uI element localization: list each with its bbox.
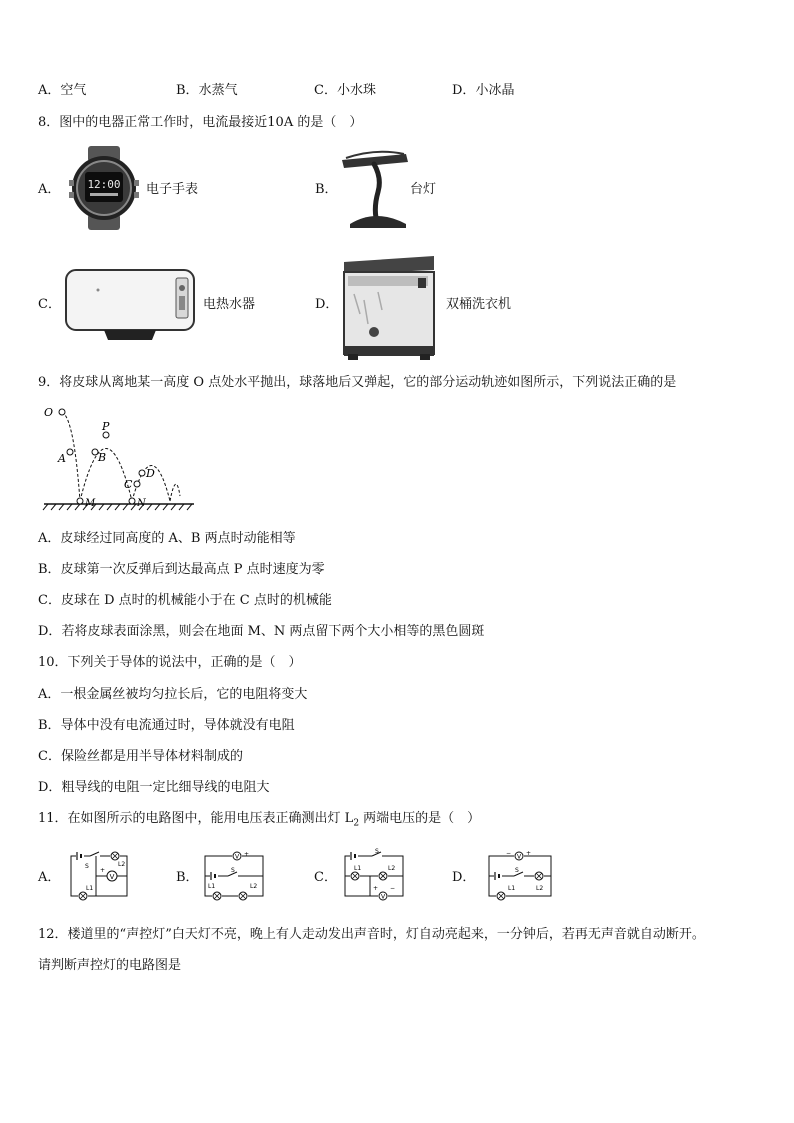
svg-text:S: S — [515, 867, 519, 874]
label-p: P — [102, 420, 110, 433]
q12-stem-line2: 请判断声控灯的电路图是 — [38, 958, 182, 973]
svg-text:+: + — [373, 885, 379, 892]
svg-text:L2: L2 — [536, 885, 544, 892]
watch-display: 12:00 — [87, 178, 121, 191]
q11-option-a-letter: A． — [38, 870, 61, 885]
electric-water-heater-icon — [64, 268, 196, 342]
svg-text:S: S — [231, 867, 235, 874]
label-m: M — [85, 498, 96, 509]
q8-option-d-label: 双桶洗衣机 — [446, 297, 512, 312]
svg-text:L1: L1 — [208, 883, 216, 890]
q8-option-d-letter: D． — [315, 297, 339, 312]
q9-option-c: C．皮球在 D 点时的机械能小于在 C 点时的机械能 — [38, 593, 332, 608]
twin-tub-washer-icon — [338, 254, 440, 362]
q10-option-c: C．保险丝都是用半导体材料制成的 — [38, 749, 243, 764]
svg-text:V: V — [234, 853, 240, 861]
svg-text:S: S — [375, 848, 379, 855]
svg-text:L2: L2 — [388, 865, 396, 872]
q8-option-b-letter: B． — [315, 182, 338, 197]
q11-option-c-letter: C． — [314, 870, 337, 885]
circuit-c-diagram — [342, 850, 408, 904]
svg-text:−: − — [506, 850, 512, 857]
q8-option-a-letter: A． — [38, 182, 61, 197]
label-c: C — [124, 478, 133, 491]
q8-option-b-label: 台灯 — [410, 182, 437, 197]
q9-option-a: A．皮球经过同高度的 A、B 两点时动能相等 — [38, 531, 296, 546]
label-n: N — [137, 498, 146, 509]
circuit-d-diagram — [486, 850, 556, 902]
label-o: O — [44, 406, 54, 419]
q11-option-b-letter: B． — [176, 870, 199, 885]
desk-lamp-icon — [336, 148, 412, 230]
q7-option-c: C．小水珠 — [314, 83, 376, 98]
q8-stem: 8．图中的电器正常工作时，电流最接近10A 的是（ ） — [38, 115, 363, 130]
svg-text:−: − — [390, 885, 396, 892]
svg-text:+: + — [100, 867, 106, 874]
q8-option-c-label: 电热水器 — [203, 297, 256, 312]
q12-stem-line1: 12．楼道里的“声控灯”白天灯不亮，晚上有人走动发出声音时，灯自动亮起来，一分钟后，若再无声音就自动断开。 — [38, 927, 705, 942]
q7-option-d: D．小冰晶 — [452, 83, 515, 98]
q7-option-b: B．水蒸气 — [176, 83, 238, 98]
svg-text:S: S — [85, 863, 89, 870]
q8-option-a-label: 电子手表 — [146, 182, 199, 197]
q10-option-b: B．导体中没有电流通过时，导体就没有电阻 — [38, 718, 295, 733]
q10-stem: 10．下列关于导体的说法中，正确的是（ ） — [38, 655, 302, 670]
q9-option-b: B．皮球第一次反弹后到达最高点 P 点时速度为零 — [38, 562, 325, 577]
svg-text:V: V — [516, 853, 522, 861]
circuit-a-diagram — [68, 850, 138, 902]
svg-text:V: V — [380, 893, 386, 901]
label-d: D — [146, 467, 155, 480]
q10-option-d: D．粗导线的电阻一定比细导线的电阻大 — [38, 780, 270, 795]
q11-stem: 11．在如图所示的电路图中，能用电压表正确测出灯 $L_2$ 两端电压的是（ ） — [38, 811, 481, 829]
ball-trajectory-figure — [40, 404, 200, 516]
svg-text:L1: L1 — [354, 865, 362, 872]
label-b: B — [98, 451, 107, 464]
q8-option-c-letter: C． — [38, 297, 61, 312]
svg-text:+: + — [526, 850, 532, 857]
q11-option-d-letter: D． — [452, 870, 476, 885]
q10-option-a: A．一根金属丝被均匀拉长后，它的电阻将变大 — [38, 687, 308, 702]
q9-option-d: D．若将皮球表面涂黑，则会在地面 M、N 两点留下两个大小相等的黑色圆斑 — [38, 624, 485, 639]
digital-watch-icon — [68, 146, 140, 230]
svg-text:+: + — [244, 851, 250, 858]
q9-stem: 9．将皮球从离地某一高度 O 点处水平抛出，球落地后又弹起，它的部分运动轨迹如图所示，下列说法正确的是 — [38, 375, 677, 390]
q7-option-a: A．空气 — [38, 83, 87, 98]
svg-text:V: V — [109, 873, 115, 881]
svg-text:L1: L1 — [86, 885, 94, 892]
svg-text:L2: L2 — [250, 883, 258, 890]
svg-text:L1: L1 — [508, 885, 516, 892]
circuit-b-diagram — [202, 850, 268, 902]
label-a: A — [58, 452, 66, 465]
svg-text:L2: L2 — [118, 861, 126, 868]
